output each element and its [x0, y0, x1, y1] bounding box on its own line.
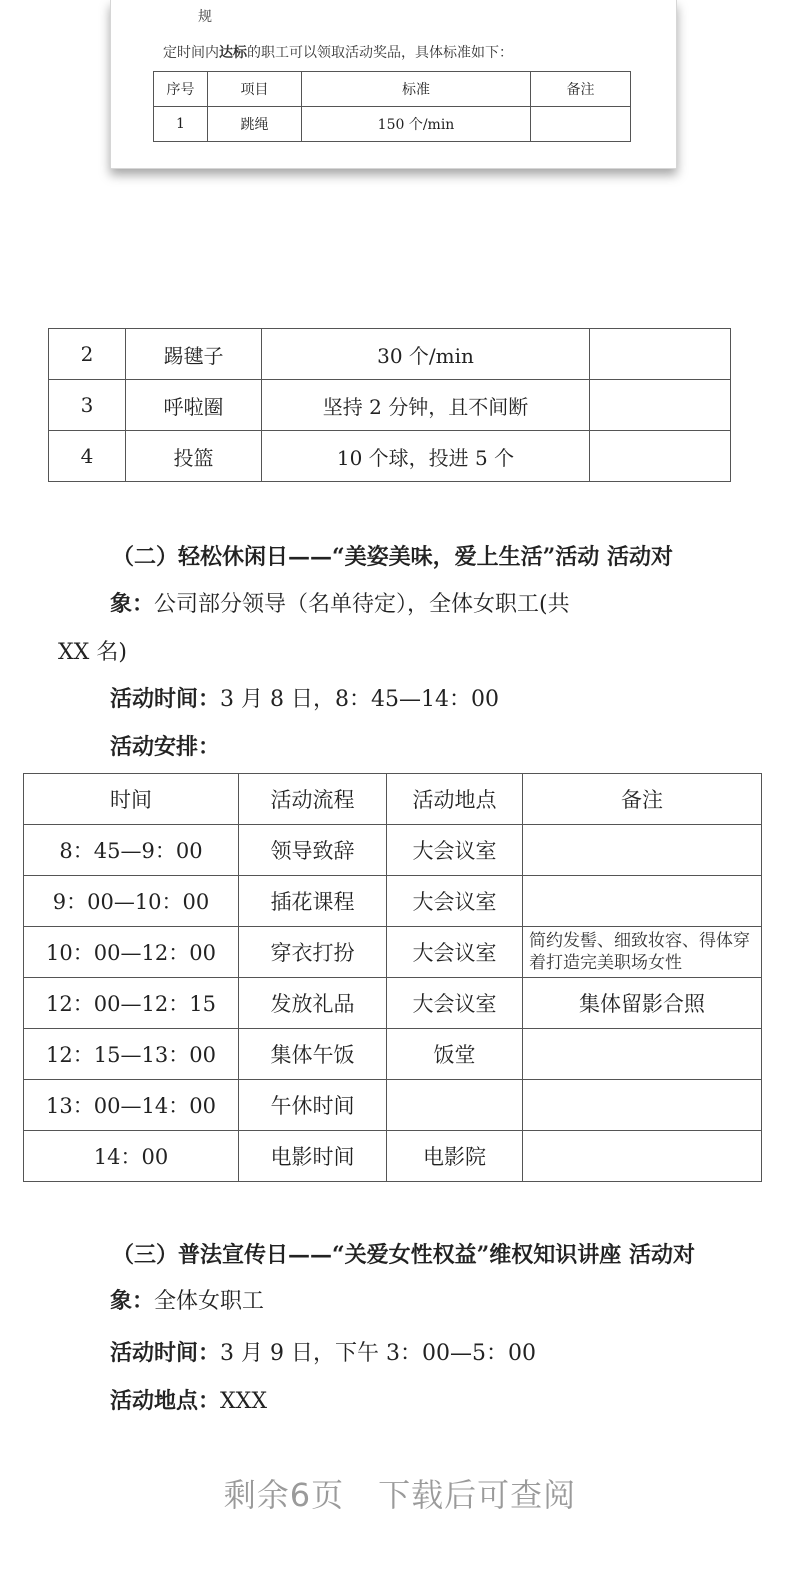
table-cell — [523, 876, 762, 927]
section3-time-label: 活动时间： — [110, 1340, 221, 1366]
section2-time-value: 3 月 8 日，8：45—14：00 — [220, 687, 499, 712]
section3-time — [110, 1336, 536, 1367]
card-text-pre: 定时间内 — [163, 45, 219, 61]
card-text-post: 的职工可以领取活动奖品，具体标准如下： — [247, 45, 513, 61]
section3-target-label: 象： — [110, 1288, 155, 1314]
section3-target-value: 全体女职工 — [154, 1289, 265, 1314]
section3-place-value: XXX — [220, 1389, 268, 1414]
table-row — [24, 978, 762, 1029]
page-preview-card — [110, 0, 677, 169]
table-cell: 发放礼品 — [239, 978, 387, 1029]
section2-time — [110, 682, 499, 713]
table-cell: 4 — [49, 431, 126, 482]
header-cell: 活动流程 — [239, 774, 387, 825]
table-row — [154, 107, 631, 142]
table-cell: 大会议室 — [387, 927, 523, 978]
table-cell: 2 — [49, 329, 126, 380]
table-cell: 坚持 2 分钟，且不间断 — [262, 380, 590, 431]
table-row — [24, 1131, 762, 1182]
table-cell: 30 个/min — [262, 329, 590, 380]
header-cell: 备注 — [531, 72, 631, 107]
table-row — [49, 380, 731, 431]
table-cell: 150 个/min — [302, 107, 531, 142]
section2-target-cont: XX 名) — [58, 640, 127, 665]
table-cell — [523, 1029, 762, 1080]
schedule-table — [23, 773, 762, 1182]
table-cell: 踢毽子 — [126, 329, 262, 380]
table-cell — [531, 107, 631, 142]
table-cell: 大会议室 — [387, 876, 523, 927]
card-text-bold: 达标 — [219, 45, 247, 61]
table-cell: 呼啦圈 — [126, 380, 262, 431]
table-row — [49, 431, 731, 482]
table-cell: 集体午饭 — [239, 1029, 387, 1080]
table-cell: 插花课程 — [239, 876, 387, 927]
table-cell — [590, 431, 731, 482]
table-cell: 跳绳 — [208, 107, 302, 142]
table-cell: 8：45—9：00 — [24, 825, 239, 876]
table-row — [24, 927, 762, 978]
table-cell: 饭堂 — [387, 1029, 523, 1080]
header-cell: 时间 — [24, 774, 239, 825]
table-row — [24, 1029, 762, 1080]
table-cell: 集体留影合照 — [523, 978, 762, 1029]
table-row — [49, 329, 731, 380]
section2-target-value: 公司部分领导（名单待定），全体女职工(共 — [154, 592, 570, 617]
table-cell — [590, 329, 731, 380]
table-cell: 12：00—12：15 — [24, 978, 239, 1029]
table-cell: 3 — [49, 380, 126, 431]
table-cell: 13：00—14：00 — [24, 1080, 239, 1131]
header-cell: 标准 — [302, 72, 531, 107]
table-cell — [590, 380, 731, 431]
table-cell — [387, 1080, 523, 1131]
table-cell — [523, 825, 762, 876]
table-cell: 大会议室 — [387, 825, 523, 876]
table-row — [24, 1080, 762, 1131]
table-row — [24, 876, 762, 927]
section3-place-label: 活动地点： — [110, 1388, 221, 1414]
download-to-view-text: 下载后可查阅 — [378, 1476, 577, 1514]
table-cell: 大会议室 — [387, 978, 523, 1029]
table-cell: 简约发髻、细致妆容、得体穿着打造完美职场女性 — [523, 927, 762, 978]
table-header-row — [24, 774, 762, 825]
table-cell: 穿衣打扮 — [239, 927, 387, 978]
table-cell: 10：00—12：00 — [24, 927, 239, 978]
section3-target — [110, 1284, 264, 1315]
table-cell — [523, 1080, 762, 1131]
header-cell: 序号 — [154, 72, 208, 107]
card-text-line1: 规 — [198, 9, 212, 25]
table-cell: 电影时间 — [239, 1131, 387, 1182]
table-cell: 电影院 — [387, 1131, 523, 1182]
card-text-line2 — [163, 42, 513, 62]
table-header-row — [154, 72, 631, 107]
table-cell: 投篮 — [126, 431, 262, 482]
table-row — [24, 825, 762, 876]
section2-arrange-label: 活动安排： — [110, 734, 221, 760]
section2-target — [110, 587, 570, 618]
table-cell: 9：00—10：00 — [24, 876, 239, 927]
standards-table — [48, 328, 731, 482]
section3-heading: （三）普法宣传日——“关爱女性权益”维权知识讲座 活动对 — [112, 1242, 695, 1268]
section2-heading: （二）轻松休闲日——“美姿美味，爱上生活”活动 活动对 — [112, 544, 673, 570]
remaining-pages-text: 剩余6页 — [223, 1476, 345, 1514]
table-cell: 12：15—13：00 — [24, 1029, 239, 1080]
header-cell: 项目 — [208, 72, 302, 107]
table-cell: 午休时间 — [239, 1080, 387, 1131]
standards-table-header — [153, 71, 631, 142]
table-cell: 领导致辞 — [239, 825, 387, 876]
section2-target-label: 象： — [110, 591, 155, 617]
header-cell: 备注 — [523, 774, 762, 825]
section3-place — [110, 1384, 267, 1415]
table-cell: 1 — [154, 107, 208, 142]
section2-time-label: 活动时间： — [110, 686, 221, 712]
download-prompt[interactable] — [0, 1470, 800, 1516]
table-cell: 10 个球，投进 5 个 — [262, 431, 590, 482]
header-cell: 活动地点 — [387, 774, 523, 825]
table-cell — [523, 1131, 762, 1182]
section3-time-value: 3 月 9 日，下午 3：00—5：00 — [220, 1341, 536, 1366]
table-cell: 14：00 — [24, 1131, 239, 1182]
